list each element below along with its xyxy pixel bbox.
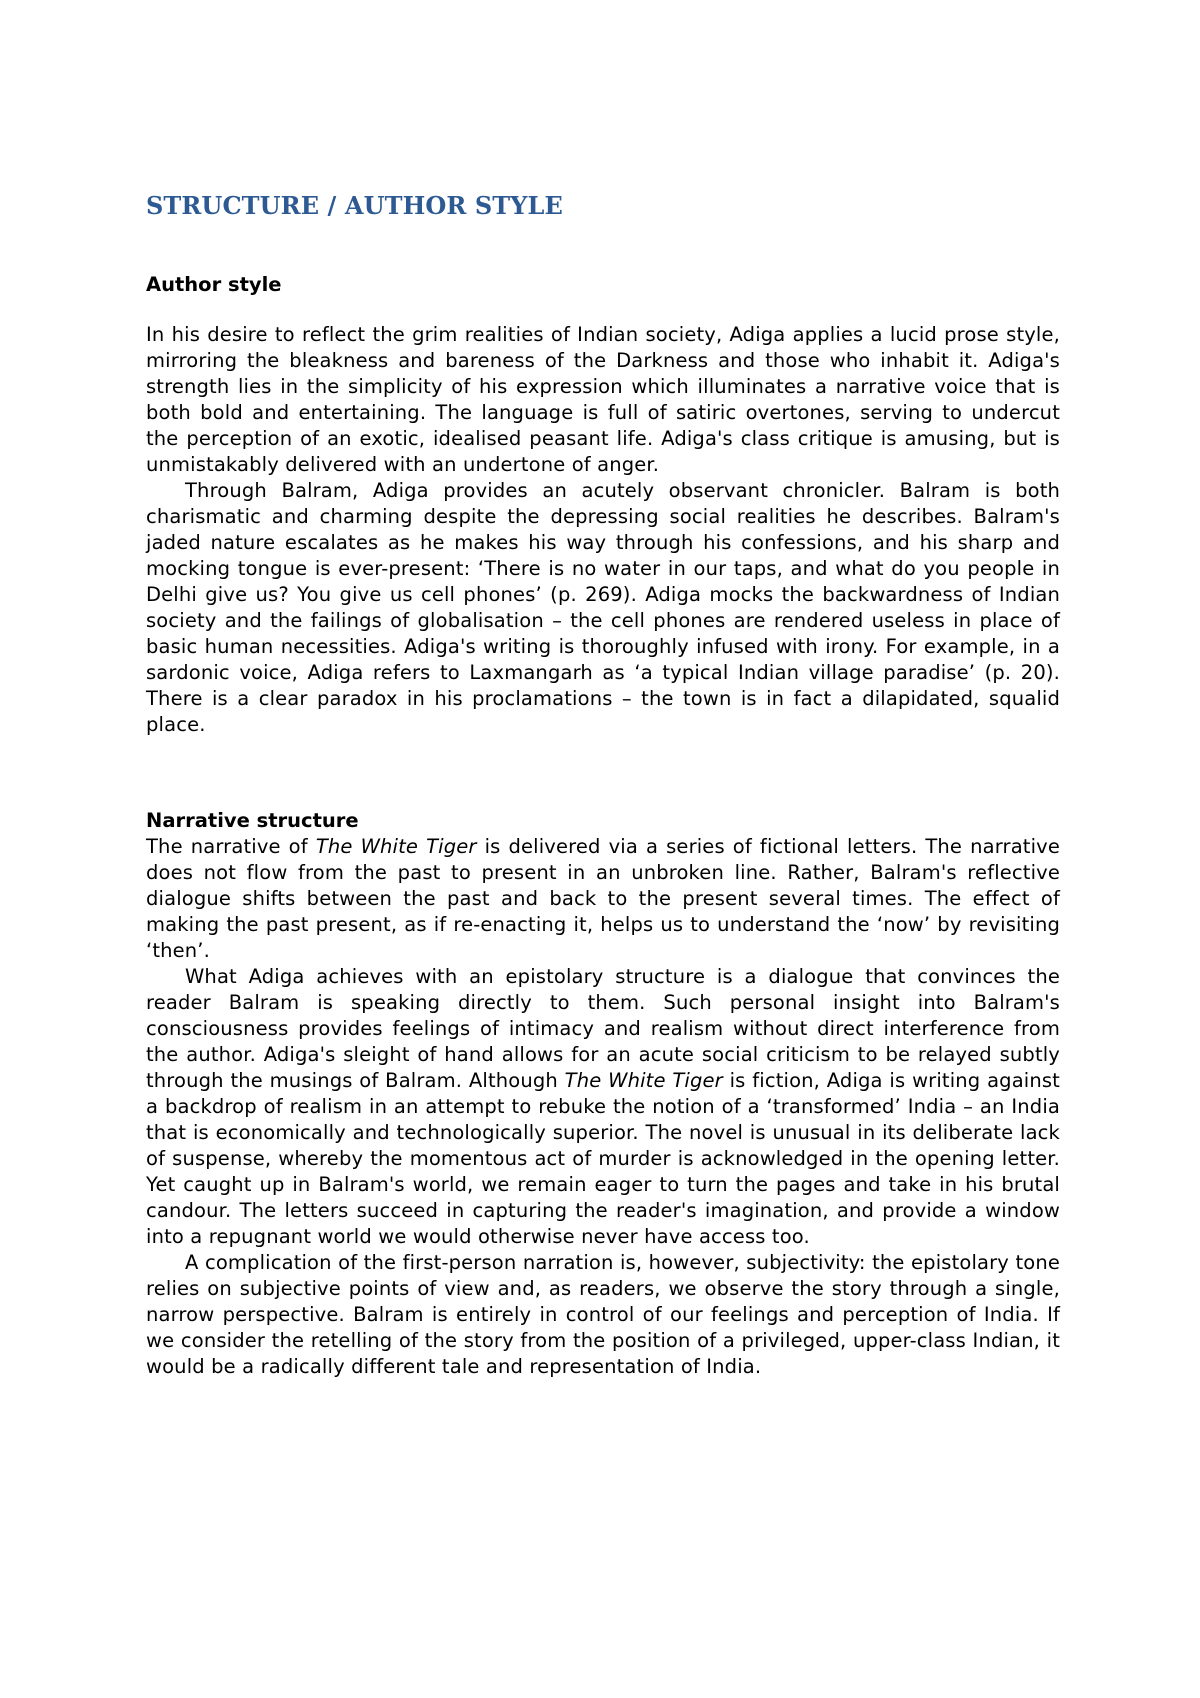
paragraph-text: is fiction, Adiga is writing against a backdrop of realism in an attempt to rebuke the notion of a ‘transformed’ India – an India that is economically and technologically superior. The novel is unusual in its deliberate lack of suspense, whereby the momentous act of murder is acknowledged in the opening letter. Yet caught up in Balram's world, we remain eager to turn the pages and take in his brutal candour. The letters succeed in capturing the reader's imagination, and provide a window into a repugnant world we would otherwise never have access too. xyxy=(146,1069,1060,1248)
paragraph-text: is delivered via a series of fictional letters. The narrative does not flow from the past to present in an unbroken line. Rather, Balram's reflective dialogue shifts between the past and back to the present several times. The effect of making the past present, as if re-enacting it, helps us to understand the ‘now’ by revisiting ‘then’. xyxy=(146,835,1061,962)
narrative-structure-paragraph-1 xyxy=(146,834,1060,964)
page-title: STRUCTURE / AUTHOR STYLE xyxy=(146,191,563,220)
author-style-paragraph-2: Through Balram, Adiga provides an acutely observant chronicler. Balram is both charismatic and charming despite the depressing social realities he describes. Balram's jaded nature escalates as he makes his way through his confessions, and his sharp and mocking tongue is ever-present: ‘There is no water in our taps, and what do you people in Delhi give us? You give us cell phones’ (p. 269). Adiga mocks the backwardness of Indian society and the failings of globalisation – the cell phones are rendered useless in place of basic human necessities. Adiga's writing is thoroughly infused with irony. For example, in a sardonic voice, Adiga refers to Laxmangarh as ‘a typical Indian village paradise’ (p. 20). There is a clear paradox in his proclamations – the town is in fact a dilapidated, squalid place. xyxy=(146,479,1060,736)
author-style-paragraph-1: In his desire to reflect the grim realities of Indian society, Adiga applies a lucid prose style, mirroring the bleakness and bareness of the Darkness and those who inhabit it. Adiga's strength lies in the simplicity of his expression which illuminates a narrative voice that is both bold and entertaining. The language is full of satiric overtones, serving to undercut the perception of an exotic, idealised peasant life. Adiga's class critique is amusing, but is unmistakably delivered with an undertone of anger. xyxy=(146,323,1060,476)
section-heading-author-style: Author style xyxy=(146,273,282,296)
narrative-structure-paragraph-3: A complication of the first-person narration is, however, subjectivity: the epistolary tone relies on subjective points of view and, as readers, we observe the story through a single, narrow perspective. Balram is entirely in control of our feelings and perception of India. If we consider the retelling of the story from the position of a privileged, upper-class Indian, it would be a radically different tale and representation of India. xyxy=(146,1251,1060,1378)
book-title: The White Tiger xyxy=(564,1069,723,1092)
document-page xyxy=(146,190,1060,1380)
book-title: The White Tiger xyxy=(315,835,477,858)
narrative-structure-paragraph-2 xyxy=(146,964,1060,1250)
section-heading-narrative-structure: Narrative structure xyxy=(146,809,359,832)
paragraph-text: What Adiga achieves with an epistolary structure is a dialogue that convinces the reader Balram is speaking directly to them. Such personal insight into Balram's consciousness provides feelings of intimacy and realism without direct interference from the author. Adiga's sleight of hand allows for an acute social criticism to be relayed subtly through the musings of Balram. Although xyxy=(146,965,1060,1092)
paragraph-text: The narrative of xyxy=(146,835,316,858)
